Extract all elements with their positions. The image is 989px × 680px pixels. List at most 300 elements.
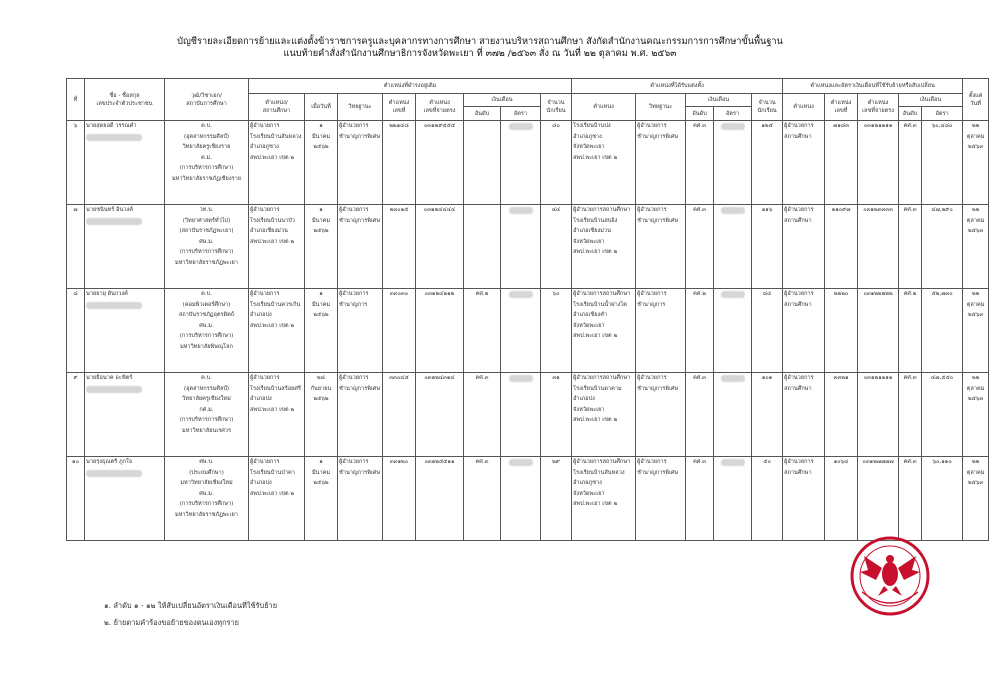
line: วิทยาลัยครูเชียงราย: [182, 144, 231, 151]
line: กันยายน: [310, 385, 332, 392]
row-new-rate: [714, 373, 752, 457]
line: สพป.พะเยา เขต ๒: [573, 501, 618, 508]
redacted-salary: [509, 291, 533, 298]
line: ผู้อำนวยการ: [339, 459, 369, 465]
line: ค.บ.: [201, 375, 212, 381]
col-cur-students: จำนวน นักเรียน: [541, 94, 572, 121]
line: จังหวัดพะเยา: [573, 490, 605, 497]
row-chg-posno: ๑๐๖๔: [825, 457, 858, 541]
redacted-salary: [509, 207, 533, 214]
line: โรงเรียนบ้านสบอิง: [573, 217, 618, 224]
line: ๒๒: [971, 207, 980, 213]
row-education: [165, 205, 249, 289]
line: สถาบันราชภัฏอุตรดิตถ์: [178, 312, 235, 319]
line: (การบริหารการศึกษา): [179, 501, 234, 508]
row-chg-position: [783, 205, 825, 289]
redacted-id: [86, 218, 142, 225]
col-chg-position: ตำแหน่ง: [783, 94, 825, 121]
line: อำเภอเชียงม่วน: [250, 228, 288, 235]
row-cur-school: [249, 121, 305, 205]
line: (ประถมศึกษา): [189, 469, 224, 476]
line: สพป.พะเยา เขต ๒: [573, 333, 618, 340]
redacted-id: [86, 134, 142, 141]
row-cur-students: ๖๐: [541, 289, 572, 373]
row-new-school: [572, 205, 636, 289]
row-cur-rate: [501, 289, 541, 373]
line: (วิทยาศาสตร์ทั่วไป): [182, 217, 231, 224]
line: สพป.พะเยา เขต ๒: [250, 406, 295, 413]
line: ผู้อำนวยการ: [637, 459, 667, 465]
line: ๒๕๖๒: [313, 480, 329, 487]
row-education: [165, 457, 249, 541]
row-new-students: ๑๑๖: [752, 205, 783, 289]
row-cur-paid: ๐๓๑๒๔๓๑๔: [416, 373, 464, 457]
line: ชำนาญการพิเศษ: [339, 469, 381, 476]
col-cur-since: เมื่อวันที่: [305, 94, 338, 121]
line: จังหวัดพะเยา: [573, 322, 605, 329]
row-chg-level: คศ.๓: [899, 121, 922, 205]
line: สพป.พะเยา เขต ๒: [250, 322, 295, 329]
line: ชำนาญการพิเศษ: [637, 217, 679, 224]
row-new-rate: [714, 289, 752, 373]
row-education: [165, 121, 249, 205]
row-chg-rate: ๖๐,๔๘๐: [922, 121, 963, 205]
line: (การบริหารการศึกษา): [179, 417, 234, 424]
line: อำเภอปง: [250, 480, 272, 487]
row-chg-level: คศ.๓: [899, 457, 922, 541]
redacted-id: [86, 470, 142, 477]
row-name: [85, 373, 165, 457]
row-new-level: คศ.๓: [686, 373, 714, 457]
row-cur-since: [305, 373, 338, 457]
row-new-level: คศ.๓: [686, 457, 714, 541]
row-effective: [963, 457, 989, 541]
row-effective: [963, 205, 989, 289]
line: วท.บ.: [199, 207, 214, 213]
col-no: ที่: [67, 79, 85, 121]
line: โรงเรียนบ้านสันหลวง: [250, 133, 302, 140]
row-new-school: [572, 289, 636, 373]
line: ตุลาคม: [966, 469, 985, 476]
col-chg-posno: ตำแหน่ง เลขที่: [825, 94, 858, 121]
line: ผู้อำนวยการสถานศึกษา: [573, 459, 631, 465]
row-cur-school: [249, 289, 305, 373]
line: โรงเรียนบ้านดาคาม: [573, 385, 622, 392]
line: ศษ.ม.: [199, 322, 214, 329]
col-cur-level: อันดับ: [464, 107, 501, 121]
row-cur-since: [305, 121, 338, 205]
row-name: [85, 457, 165, 541]
col-new-rank: วิทยฐานะ: [636, 94, 686, 121]
line: สพป.พะเยา เขต ๒: [250, 490, 295, 497]
row-new-level: คศ.๓: [686, 205, 714, 289]
line: ผู้อำนวยการ: [339, 207, 369, 213]
line: มหาวิทยาลัยราชภัฏเชียงราย: [172, 175, 241, 182]
col-chg-rate: อัตรา: [922, 107, 963, 121]
line: โรงเรียนบ้านสร้อยศรี: [250, 385, 301, 392]
col-cur-position: ตำแหน่ง/ สถานศึกษา: [249, 94, 305, 121]
line: มหาวิทยาลัยนเรศวร: [182, 427, 231, 434]
line: ตุลาคม: [966, 385, 985, 392]
row-cur-paid: ๐๓๑๒๙๕๕๕: [416, 121, 464, 205]
line: อำเภอภูซาง: [573, 133, 602, 140]
col-chg-level: อันดับ: [899, 107, 922, 121]
row-cur-paid: ๐๓๑๒๔๔๔๔: [416, 205, 464, 289]
row-cur-rank: [338, 289, 383, 373]
line: โรงเรียนบ้านนาบัว: [250, 217, 295, 224]
person-name: นายชนินทร์ อินวงค์: [86, 207, 133, 213]
row-new-rank: [636, 121, 686, 205]
line: ศษ.บ.: [199, 459, 214, 465]
group-change: ตำแหน่งและอัตราเงินเดือนที่ใช้รับย้ายหรือสับเปลี่ยน: [783, 79, 963, 94]
official-seal-stamp: [848, 534, 932, 618]
line: ค.ม.: [201, 154, 212, 161]
row-chg-position: [783, 121, 825, 205]
row-name: [85, 121, 165, 205]
row-new-rate: [714, 457, 752, 541]
row-new-school: [572, 457, 636, 541]
row-cur-level: [464, 121, 501, 205]
line: อำเภอภูซาง: [573, 480, 602, 487]
row-chg-rate: ๔๗,๕๕๐: [922, 373, 963, 457]
row-effective: [963, 373, 989, 457]
col-cur-posno: ตำแหน่ง เลขที่: [383, 94, 416, 121]
col-new-salary: เงินเดือน: [686, 94, 752, 107]
row-new-school: [572, 373, 636, 457]
row-cur-students: ๒๙: [541, 457, 572, 541]
line: ศษ.ม.: [199, 490, 214, 497]
line: โรงเรียนบ้านน้ำฝางไต: [573, 301, 627, 308]
line: ๑: [319, 459, 323, 465]
line: ผู้อำนวยการ: [784, 459, 814, 465]
row-cur-rate: [501, 457, 541, 541]
line: ๒๕๖๓: [967, 396, 984, 403]
row-chg-paid: ๐๓๑๒๗๗๗๗: [858, 457, 899, 541]
line: สถานศึกษา: [784, 301, 812, 308]
line: ๒๒: [971, 375, 980, 381]
line: วิทยาลัยครูเชียงใหม่: [182, 396, 231, 403]
row-cur-level: คศ.๓: [464, 373, 501, 457]
redacted-id: [86, 302, 142, 309]
row-cur-rank: [338, 373, 383, 457]
row-cur-students: ๔๔: [541, 205, 572, 289]
line: กศ.ม.: [199, 406, 214, 413]
line: สพป.พะเยา เขต ๒: [250, 238, 295, 245]
redacted-salary: [721, 291, 745, 298]
line: ผู้อำนวยการ: [784, 207, 814, 213]
line: ๒๒: [971, 459, 980, 465]
row-cur-rank: [338, 205, 383, 289]
row-chg-rate: ๔๗,๒๙๐: [922, 205, 963, 289]
row-effective: [963, 289, 989, 373]
line: มหาวิทยาลัยราชภัฏพะเยา: [175, 259, 238, 266]
row-chg-rate: ๖๐,๑๑๐: [922, 457, 963, 541]
row-cur-level: [464, 205, 501, 289]
line: ๒๕๖๒: [313, 396, 329, 403]
row-cur-rank: [338, 121, 383, 205]
line: ผู้อำนวยการสถานศึกษา: [573, 207, 631, 213]
row-new-students: ๑๐๑: [752, 373, 783, 457]
redacted-salary: [509, 459, 533, 466]
line: ๑: [319, 207, 323, 213]
line: โรงเรียนบ้านสันหลวง: [573, 469, 625, 476]
table-row: [67, 289, 989, 373]
line: (สถาบันราชภัฏพะเยา): [179, 228, 234, 235]
line: สพป.พะเยา เขต ๒: [573, 417, 618, 424]
row-cur-paid: ๐๓๑๒๕๕๑๑: [416, 457, 464, 541]
row-cur-level: คศ.๒: [464, 289, 501, 373]
row-chg-paid: ๐๓๑๒๑๑๑๑: [858, 121, 899, 205]
row-no: ๘: [67, 289, 85, 373]
line: ผู้อำนวยการสถานศึกษา: [573, 291, 631, 297]
line: ผู้อำนวยการ: [250, 123, 280, 129]
row-new-rank: [636, 289, 686, 373]
line: ผู้อำนวยการ: [339, 375, 369, 381]
row-new-students: ๑๒๕: [752, 121, 783, 205]
person-name: นายยีอนาค อะฟัตร์: [86, 375, 133, 381]
col-new-students: จำนวน นักเรียน: [752, 94, 783, 121]
line: อำเภอเชียงม่วน: [573, 228, 611, 235]
table-row: [67, 121, 989, 205]
row-chg-position: [783, 289, 825, 373]
row-cur-posno: ๓๓๐๓๐: [383, 289, 416, 373]
line: ชำนาญการ: [339, 301, 368, 308]
row-cur-school: [249, 457, 305, 541]
line: ๒๕๖๒: [313, 144, 329, 151]
footnote-2: ๒. ย้ายตามคำร้องขอย้ายของตนเองทุกราย: [104, 618, 239, 627]
row-cur-paid: ๐๓๑๒๔๒๑๒: [416, 289, 464, 373]
line: ๒๒: [971, 291, 980, 297]
line: ผู้อำนวยการ: [250, 459, 280, 465]
row-new-level: คศ.๓: [686, 121, 714, 205]
line: สถานศึกษา: [784, 469, 812, 476]
line: จังหวัดพะเยา: [573, 238, 605, 245]
row-cur-posno: ๒๓๐๑๕: [383, 205, 416, 289]
line: ๑: [319, 123, 323, 129]
line: ๒๕๖๒: [313, 312, 329, 319]
table-row: [67, 205, 989, 289]
col-chg-salary: เงินเดือน: [899, 94, 963, 107]
line: ผู้อำนวยการสถานศึกษา: [573, 375, 631, 381]
row-no: ๗: [67, 205, 85, 289]
row-chg-level: คศ.๓: [899, 373, 922, 457]
row-new-rate: [714, 205, 752, 289]
row-new-level: คศ.๒: [686, 289, 714, 373]
row-name: [85, 205, 165, 289]
line: ค.บ.: [201, 123, 212, 129]
redacted-salary: [509, 375, 533, 382]
line: มีนาคม: [311, 469, 331, 476]
row-new-rank: [636, 373, 686, 457]
redacted-salary: [721, 375, 745, 382]
row-cur-since: [305, 205, 338, 289]
line: มหาวิทยาลัยพิษณุโลก: [180, 343, 233, 350]
row-chg-posno: ๒๒๒๐: [825, 289, 858, 373]
row-new-students: ๘๔: [752, 289, 783, 373]
col-new-rate: อัตรา: [714, 107, 752, 121]
line: สถานศึกษา: [784, 133, 812, 140]
line: ๒๕๖๓: [967, 312, 984, 319]
row-chg-position: [783, 373, 825, 457]
col-chg-paid: ตำแหน่ง เลขที่จ่ายตรง: [858, 94, 899, 121]
line: อำเภอปง: [250, 396, 272, 403]
col-effective: ตั้งแต่ วันที่: [963, 79, 989, 121]
col-cur-paid: ตำแหน่ง เลขที่จ่ายตรง: [416, 94, 464, 121]
line: ชำนาญการพิเศษ: [637, 469, 679, 476]
person-name: นายรุ่งธุณตรี ภูกใจ: [86, 459, 133, 465]
col-new-position: ตำแหน่ง: [572, 94, 636, 121]
row-new-school: [572, 121, 636, 205]
group-current: ตำแหน่งที่ดำรงอยู่เดิม: [249, 79, 572, 94]
line: ชำนาญการพิเศษ: [339, 217, 381, 224]
row-new-rate: [714, 121, 752, 205]
row-no: ๖: [67, 121, 85, 205]
row-chg-level: คศ.๓: [899, 205, 922, 289]
line: ผู้อำนวยการ: [637, 207, 667, 213]
line: ชำนาญการพิเศษ: [339, 385, 381, 392]
line: (อุตสาหกรรมศิลป์): [183, 385, 230, 392]
redacted-salary: [721, 123, 745, 130]
col-cur-salary: เงินเดือน: [464, 94, 541, 107]
line: ตุลาคม: [966, 217, 985, 224]
line: (อุตสาหกรรมศิลป์): [183, 133, 230, 140]
row-cur-rate: [501, 121, 541, 205]
line: ผู้อำนวยการ: [784, 123, 814, 129]
row-effective: [963, 121, 989, 205]
line: ๒๕๖๓: [967, 480, 984, 487]
document-title: บัญชีรายละเอียดการย้ายและแต่งตั้งข้าราชการครูและบุคลากรทางการศึกษา สายงานบริหารสถานศึกษา สังกัดสำนักงานคณะกรรมการการศึกษาขั้นพื้นฐาน: [177, 36, 783, 47]
row-chg-posno: ๗๑๘๓: [825, 121, 858, 205]
line: ตุลาคม: [966, 301, 985, 308]
line: ผู้อำนวยการ: [339, 123, 369, 129]
row-cur-students: ๘๐: [541, 121, 572, 205]
line: ๒๕๖๒: [313, 228, 329, 235]
col-cur-rank: วิทยฐานะ: [338, 94, 383, 121]
person-name: นายยายุ ผันกวงค์: [86, 291, 128, 297]
line: ผู้อำนวยการ: [784, 291, 814, 297]
line: (การบริหารการศึกษา): [179, 333, 234, 340]
row-cur-students: ๓๑: [541, 373, 572, 457]
redacted-id: [86, 386, 142, 393]
line: ผู้อำนวยการ: [250, 207, 280, 213]
col-name: ชื่อ - ชื่อสกุล เลขประจำตัวประชาชน: [85, 79, 165, 121]
line: จังหวัดพะเยา: [573, 144, 605, 151]
line: สพป.พะเยา เขต ๒: [250, 154, 295, 161]
row-cur-since: [305, 289, 338, 373]
row-no: ๑๐: [67, 457, 85, 541]
line: ผู้อำนวยการ: [250, 291, 280, 297]
row-chg-paid: ๐๓๑๒๒๒๒๒: [858, 289, 899, 373]
line: ผู้อำนวยการ: [637, 375, 667, 381]
line: โรงเรียนบ้านปง: [573, 123, 611, 129]
row-new-rank: [636, 205, 686, 289]
row-chg-paid: ๐๓๑๒๑๑๑๑: [858, 373, 899, 457]
row-chg-rate: ๕๒,๗๓๐: [922, 289, 963, 373]
line: ศษ.ม.: [199, 238, 214, 245]
row-education: [165, 289, 249, 373]
line: ชำนาญการพิเศษ: [637, 133, 679, 140]
row-no: ๙: [67, 373, 85, 457]
line: ผู้อำนวยการ: [339, 291, 369, 297]
line: สถานศึกษา: [784, 217, 812, 224]
document-subtitle: แนบท้ายคำสั่งสำนักงานศึกษาธิการจังหวัดพะเยา ที่ ๓๗๒ /๒๕๖๓ สั่ง ณ วันที่ ๒๒ ตุลาคม พ.ศ. ๒๕๖๓: [283, 48, 677, 59]
row-cur-posno: ๓๓๐๔๕: [383, 373, 416, 457]
line: ชำนาญการ: [637, 301, 666, 308]
line: ชำนาญการพิเศษ: [339, 133, 381, 140]
line: ค.บ.: [201, 291, 212, 297]
line: มีนาคม: [311, 301, 331, 308]
line: ผู้อำนวยการ: [250, 375, 280, 381]
row-cur-since: [305, 457, 338, 541]
footnote-1: ๑. ลำดับ ๑ - ๑๒ ให้สับเปลี่ยนอัตราเงินเดือนที่ใช้รับย้าย: [104, 601, 278, 610]
line: สพป.พะเยา เขต ๒: [573, 249, 618, 256]
row-cur-rate: [501, 205, 541, 289]
line: มีนาคม: [311, 133, 331, 140]
line: อำเภอเชียงคำ: [573, 312, 608, 319]
line: (การบริหารการศึกษา): [179, 165, 234, 172]
line: อำเภอภูซาง: [250, 144, 279, 151]
line: อำเภอปง: [573, 396, 595, 403]
row-cur-posno: ๒๒๑๔๘: [383, 121, 416, 205]
row-cur-school: [249, 373, 305, 457]
line: จังหวัดพะเยา: [573, 406, 605, 413]
row-cur-rate: [501, 373, 541, 457]
row-new-rank: [636, 457, 686, 541]
redacted-salary: [721, 459, 745, 466]
row-cur-rank: [338, 457, 383, 541]
row-new-students: ๕๐: [752, 457, 783, 541]
group-new: ตำแหน่งที่ได้รับแต่งตั้ง: [572, 79, 783, 94]
row-name: [85, 289, 165, 373]
line: ผู้อำนวยการ: [637, 123, 667, 129]
line: (การบริหารการศึกษา): [179, 249, 234, 256]
row-cur-posno: ๓๓๑๒๐: [383, 457, 416, 541]
col-cur-rate: อัตรา: [501, 107, 541, 121]
line: ผู้อำนวยการ: [784, 375, 814, 381]
row-chg-level: คศ.๒: [899, 289, 922, 373]
line: ๒๕๖๓: [967, 228, 984, 235]
row-chg-posno: ๑๑๐๙๗: [825, 205, 858, 289]
line: สถานศึกษา: [784, 385, 812, 392]
line: ๒๕๖๓: [967, 144, 984, 151]
line: มหาวิทยาลัยราชภัฏพะเยา: [175, 511, 238, 518]
col-new-level: อันดับ: [686, 107, 714, 121]
row-education: [165, 373, 249, 457]
line: โรงเรียนบ้านควรเกิน: [250, 301, 301, 308]
line: โรงเรียนบ้านป่าคา: [250, 469, 295, 476]
line: ๒๘: [316, 375, 325, 381]
line: ชำนาญการพิเศษ: [637, 385, 679, 392]
line: ผู้อำนวยการ: [637, 291, 667, 297]
row-chg-paid: ๐๓๑๒๓๓๓๓: [858, 205, 899, 289]
row-chg-posno: ๓๓๒๑: [825, 373, 858, 457]
line: ๒๒: [971, 123, 980, 129]
line: สพป.พะเยา เขต ๒: [573, 154, 618, 161]
garuda-emblem-icon: [860, 555, 920, 596]
transfer-table: [66, 78, 989, 541]
line: อำเภอปง: [250, 312, 272, 319]
line: ตุลาคม: [966, 133, 985, 140]
line: มีนาคม: [311, 217, 331, 224]
row-cur-school: [249, 205, 305, 289]
table-row: [67, 457, 989, 541]
col-education: วุฒิ/วิชาเอก/ สถาบันการศึกษา: [165, 79, 249, 121]
line: มหาวิทยาลัยเชียงใหม่: [180, 480, 233, 487]
row-chg-position: [783, 457, 825, 541]
line: ๑: [319, 291, 323, 297]
line: (คอมพิวเตอร์ศึกษา): [182, 301, 231, 308]
person-name: นายสุดยอดี วรรณคำ: [86, 123, 137, 129]
